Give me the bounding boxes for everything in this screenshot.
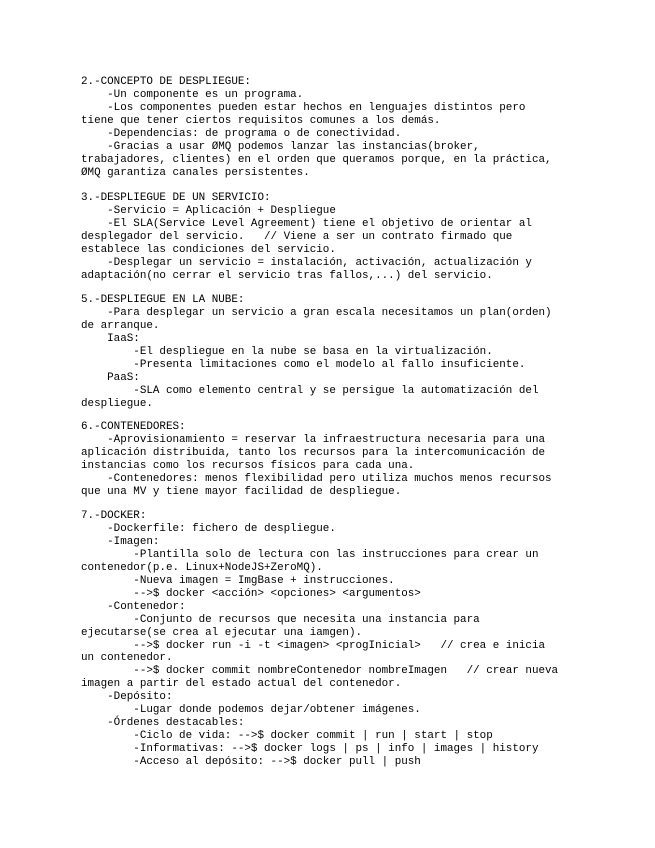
text-line: -Depósito: [81, 691, 173, 704]
text-line: despliegue. [81, 397, 153, 410]
text-line: -Dockerfile: fichero de despliegue. [81, 522, 336, 535]
text-line: -SLA como elemento central y se persigue la automatización del [81, 384, 539, 397]
text-line: imagen a partir del estado actual del contenedor. [81, 678, 402, 691]
section-contenedores [81, 421, 581, 499]
text-line: instancias como los recursos físicos para cada una. [81, 459, 415, 472]
text-line: -Presenta limitaciones como el modelo al fallo insuficiente. [81, 358, 526, 371]
section-docker [81, 510, 581, 769]
text-line: contenedor(p.e. Linux+NodeJS+ZeroMQ). [81, 561, 323, 574]
text-line: 6.-CONTENEDORES: [81, 421, 186, 433]
text-line: establece las condiciones del servicio. [81, 243, 336, 256]
section-despliegue-servicio [81, 192, 581, 283]
text-line: 2.-CONCEPTO DE DESPLIEGUE: [81, 76, 251, 88]
text-line: un contenedor. [81, 652, 173, 665]
text-line: 5.-DESPLIEGUE EN LA NUBE: [81, 294, 245, 306]
text-line: -Lugar donde podemos dejar/obtener imágenes. [81, 704, 421, 717]
text-line: desplegador del servicio. // Viene a ser un contrato firmado que [81, 230, 513, 243]
text-line: -Nueva imagen = ImgBase + instrucciones. [81, 574, 395, 587]
text-line: -Servicio = Aplicación + Despliegue [81, 204, 336, 217]
text-line: -Conjunto de recursos que necesita una instancia para [81, 613, 480, 626]
text-line: -Plantilla solo de lectura con las instrucciones para crear un [81, 548, 539, 561]
text-line: -Desplegar un servicio = instalación, activación, actualización y [81, 256, 532, 269]
text-line: tiene que tener ciertos requisitos comunes a los demás. [81, 114, 441, 127]
text-line: -->$ docker <acción> <opciones> <argumentos> [81, 587, 421, 600]
text-line: adaptación(no cerrar el servicio tras fallos,...) del servicio. [81, 269, 493, 282]
text-line: -El despliegue en la nube se basa en la virtualización. [81, 345, 493, 358]
text-line: -El SLA(Service Level Agreement) tiene el objetivo de orientar al [81, 217, 532, 230]
text-line: -Acceso al depósito: -->$ docker pull | push [81, 756, 421, 769]
text-line: trabajadores, clientes) en el orden que queramos porque, en la práctica, [81, 153, 552, 166]
text-line: -Gracias a usar ØMQ podemos lanzar las instancias(broker, [81, 140, 480, 153]
text-line: ØMQ garantiza canales persistentes. [81, 166, 310, 179]
section-concepto-despliegue [81, 76, 581, 180]
text-line: -Aprovisionamiento = reservar la infraestructura necesaria para una [81, 433, 546, 446]
text-line: -Los componentes pueden estar hechos en lenguajes distintos pero [81, 101, 526, 114]
text-line: -->$ docker run -i -t <imagen> <progInicial> // crea e inicia [81, 639, 546, 652]
text-line: -Ciclo de vida: -->$ docker commit | run | start | stop [81, 730, 493, 743]
text-line: -Para desplegar un servicio a gran escala necesitamos un plan(orden) [81, 306, 552, 319]
text-line: de arranque. [81, 319, 160, 332]
text-line: -Un componente es un programa. [81, 88, 304, 101]
text-line: 3.-DESPLIEGUE DE UN SERVICIO: [81, 192, 271, 204]
text-line: 7.-DOCKER: [81, 510, 147, 522]
text-line: -Contenedor: [81, 600, 186, 613]
text-line: -Informativas: -->$ docker logs | ps | info | images | history [81, 743, 539, 756]
text-line: -Imagen: [81, 535, 160, 548]
text-line: -->$ docker commit nombreContenedor nombreImagen // crear nueva [81, 665, 559, 678]
text-line: -Órdenes destacables: [81, 717, 245, 730]
text-line: PaaS: [81, 371, 140, 384]
text-line: -Dependencias: de programa o de conectividad. [81, 127, 402, 140]
text-line: aplicación distribuida, tanto los recursos para la intercomunicación de [81, 446, 546, 459]
section-despliegue-nube [81, 294, 581, 411]
text-line: que una MV y tiene mayor facilidad de despliegue. [81, 485, 402, 498]
text-line: IaaS: [81, 332, 140, 345]
text-line: ejecutarse(se crea al ejecutar una iamgen). [81, 626, 363, 639]
text-line: -Contenedores: menos flexibilidad pero utiliza muchos menos recursos [81, 472, 552, 485]
